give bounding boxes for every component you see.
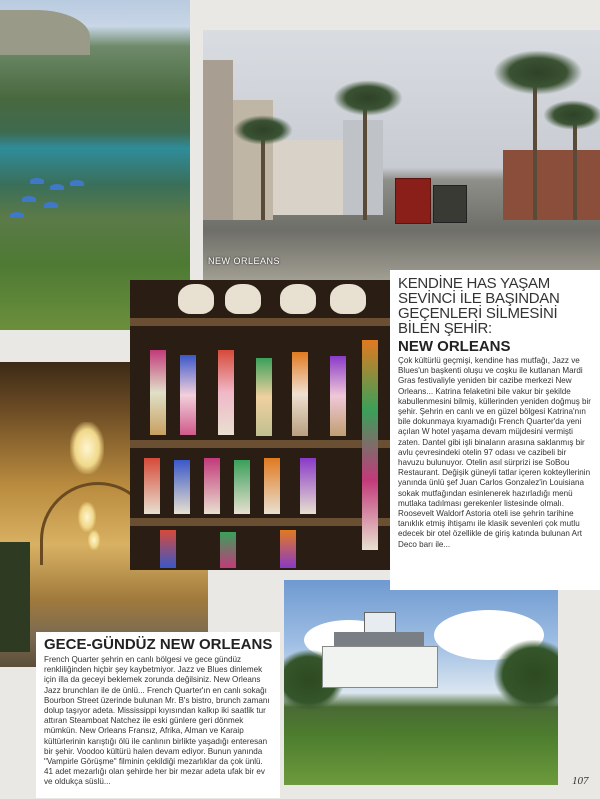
palm-fronds bbox=[333, 80, 403, 116]
skull bbox=[225, 284, 261, 314]
section-body: French Quarter şehrin en canlı bölgesi ve gece gündüz renkliliğinden hiçbir şey kaybetmiyor. Jazz ve Blues dinlemek için illa da geceyi beklemek zorunda değilsiniz. New Orleans Jazz brunchları ile de ünlü... French Quarter'ın en canlı sokağı Bourbon Street üzerinde bulunan Mr. B's bistro, brunch zamanı dolup taşıyor adeta. Mississippi kıyısından kalkıp iki saatlik tur attıran Steamboat Natchez ile eski günlere geri dönmek mümkün. New Orleans Fransız, Afrika, Alman ve Karaip kültürlerinin karıştığı ölü ile canlının birlikte yaşadığı enteresan bir şehir. Voodoo kültürü halen devam ediyor. Bunun yanında "Vampirle Görüşme" filminin çekildiği mezarlıklar da çok ünlü. 41 adet mezarlığı olan şehirde her bir mezar adeta ufak bir ev ve oldukça süslü... bbox=[44, 655, 270, 787]
page-number: 107 bbox=[572, 775, 589, 787]
shelf bbox=[130, 318, 390, 326]
voodoo-doll bbox=[362, 340, 378, 550]
article-panel-left bbox=[36, 632, 280, 798]
chandelier bbox=[88, 530, 100, 550]
voodoo-doll bbox=[300, 458, 316, 514]
umbrella bbox=[22, 196, 36, 202]
plant bbox=[0, 542, 30, 652]
voodoo-doll bbox=[144, 458, 160, 514]
voodoo-doll bbox=[264, 458, 280, 514]
umbrella bbox=[70, 180, 84, 186]
chandelier bbox=[70, 422, 104, 474]
building bbox=[503, 150, 600, 220]
tree bbox=[494, 640, 558, 710]
voodoo-doll bbox=[234, 460, 250, 514]
umbrella bbox=[10, 212, 24, 218]
voodoo-doll bbox=[256, 358, 272, 436]
voodoo-doll bbox=[150, 350, 166, 435]
umbrella bbox=[44, 202, 58, 208]
article-title: NEW ORLEANS bbox=[398, 338, 511, 355]
skull bbox=[330, 284, 366, 314]
shelf bbox=[130, 518, 390, 526]
article-kicker: KENDİNE HAS YAŞAM SEVİNCİ İLE BAŞINDAN GEÇENLERİ SİLMESİNİ BİLEN ŞEHİR: bbox=[398, 275, 560, 337]
voodoo-doll bbox=[174, 460, 190, 514]
section-title: GECE-GÜNDÜZ NEW ORLEANS bbox=[44, 636, 273, 653]
voodoo-doll bbox=[280, 530, 296, 568]
shelf bbox=[130, 440, 390, 448]
voodoo-doll bbox=[218, 350, 234, 435]
voodoo-shop-photo bbox=[130, 280, 390, 570]
cliff-rock bbox=[0, 10, 90, 55]
house-cupola bbox=[364, 612, 396, 634]
street-photo bbox=[203, 30, 600, 280]
umbrella bbox=[50, 184, 64, 190]
building bbox=[273, 140, 343, 215]
street-caption: NEW ORLEANS bbox=[208, 256, 281, 266]
voodoo-doll bbox=[180, 355, 196, 435]
building bbox=[203, 60, 233, 220]
house-porch bbox=[322, 646, 438, 688]
umbrella bbox=[30, 178, 44, 184]
skull bbox=[280, 284, 316, 314]
palm-fronds bbox=[543, 100, 600, 130]
voodoo-doll bbox=[220, 532, 236, 568]
streetcar bbox=[395, 178, 431, 224]
voodoo-doll bbox=[292, 352, 308, 436]
palm-fronds bbox=[493, 50, 583, 95]
voodoo-doll bbox=[160, 530, 176, 568]
article-panel-right bbox=[390, 270, 600, 590]
article-body: Çok kültürlü geçmişi, kendine has mutfağı, Jazz ve Blues'un başkenti oluşu ve coşku ile kutlanan Mardi Gras festivaliyle yeniden bir cazibe merkezi New Orleans... Katrina felaketini bile vakur bir şekilde kabullenmesini bilmiş, küllerinden yeniden doğmuş bir şehir. Şehrin en canlı ve en güzel bölgesi Katrina'nın bile dokunmaya kıyamadığı French Quarter'da yeni açılan W hotel yaşama devam müjdesini vermişti zaten. Dantel gibi işli binaların arasına saklanmış bir avlu çevresindeki otelin 97 odası ve cazibeli bir havuzu bulunuyor. Otelin asıl sürprizi ise SoBou Restaurant. Değişik güneyli tatlar içeren kokteyllerinin yanında ünlü şef Juan Carlos Gonzalez'in Louisiana sokak mutfağından esinlenerek hazırladığı menü mutlaka tadılması gerekenler listesinde olmalı. Roosevelt Waldorf Astoria oteli ise şehrin tarihine tanıklık etmiş ihtişamı ile klasik sevenleri çok mutlu edecek bir otel özellikle de giriş katında bulunan Art Deco barı ile... bbox=[398, 356, 592, 549]
voodoo-doll bbox=[204, 458, 220, 514]
skull bbox=[178, 284, 214, 314]
plantation-house-photo bbox=[284, 580, 558, 785]
chandelier bbox=[78, 502, 96, 532]
house-roof bbox=[334, 632, 424, 646]
palm-fronds bbox=[233, 115, 293, 145]
streetcar bbox=[433, 185, 467, 223]
voodoo-doll bbox=[330, 356, 346, 436]
